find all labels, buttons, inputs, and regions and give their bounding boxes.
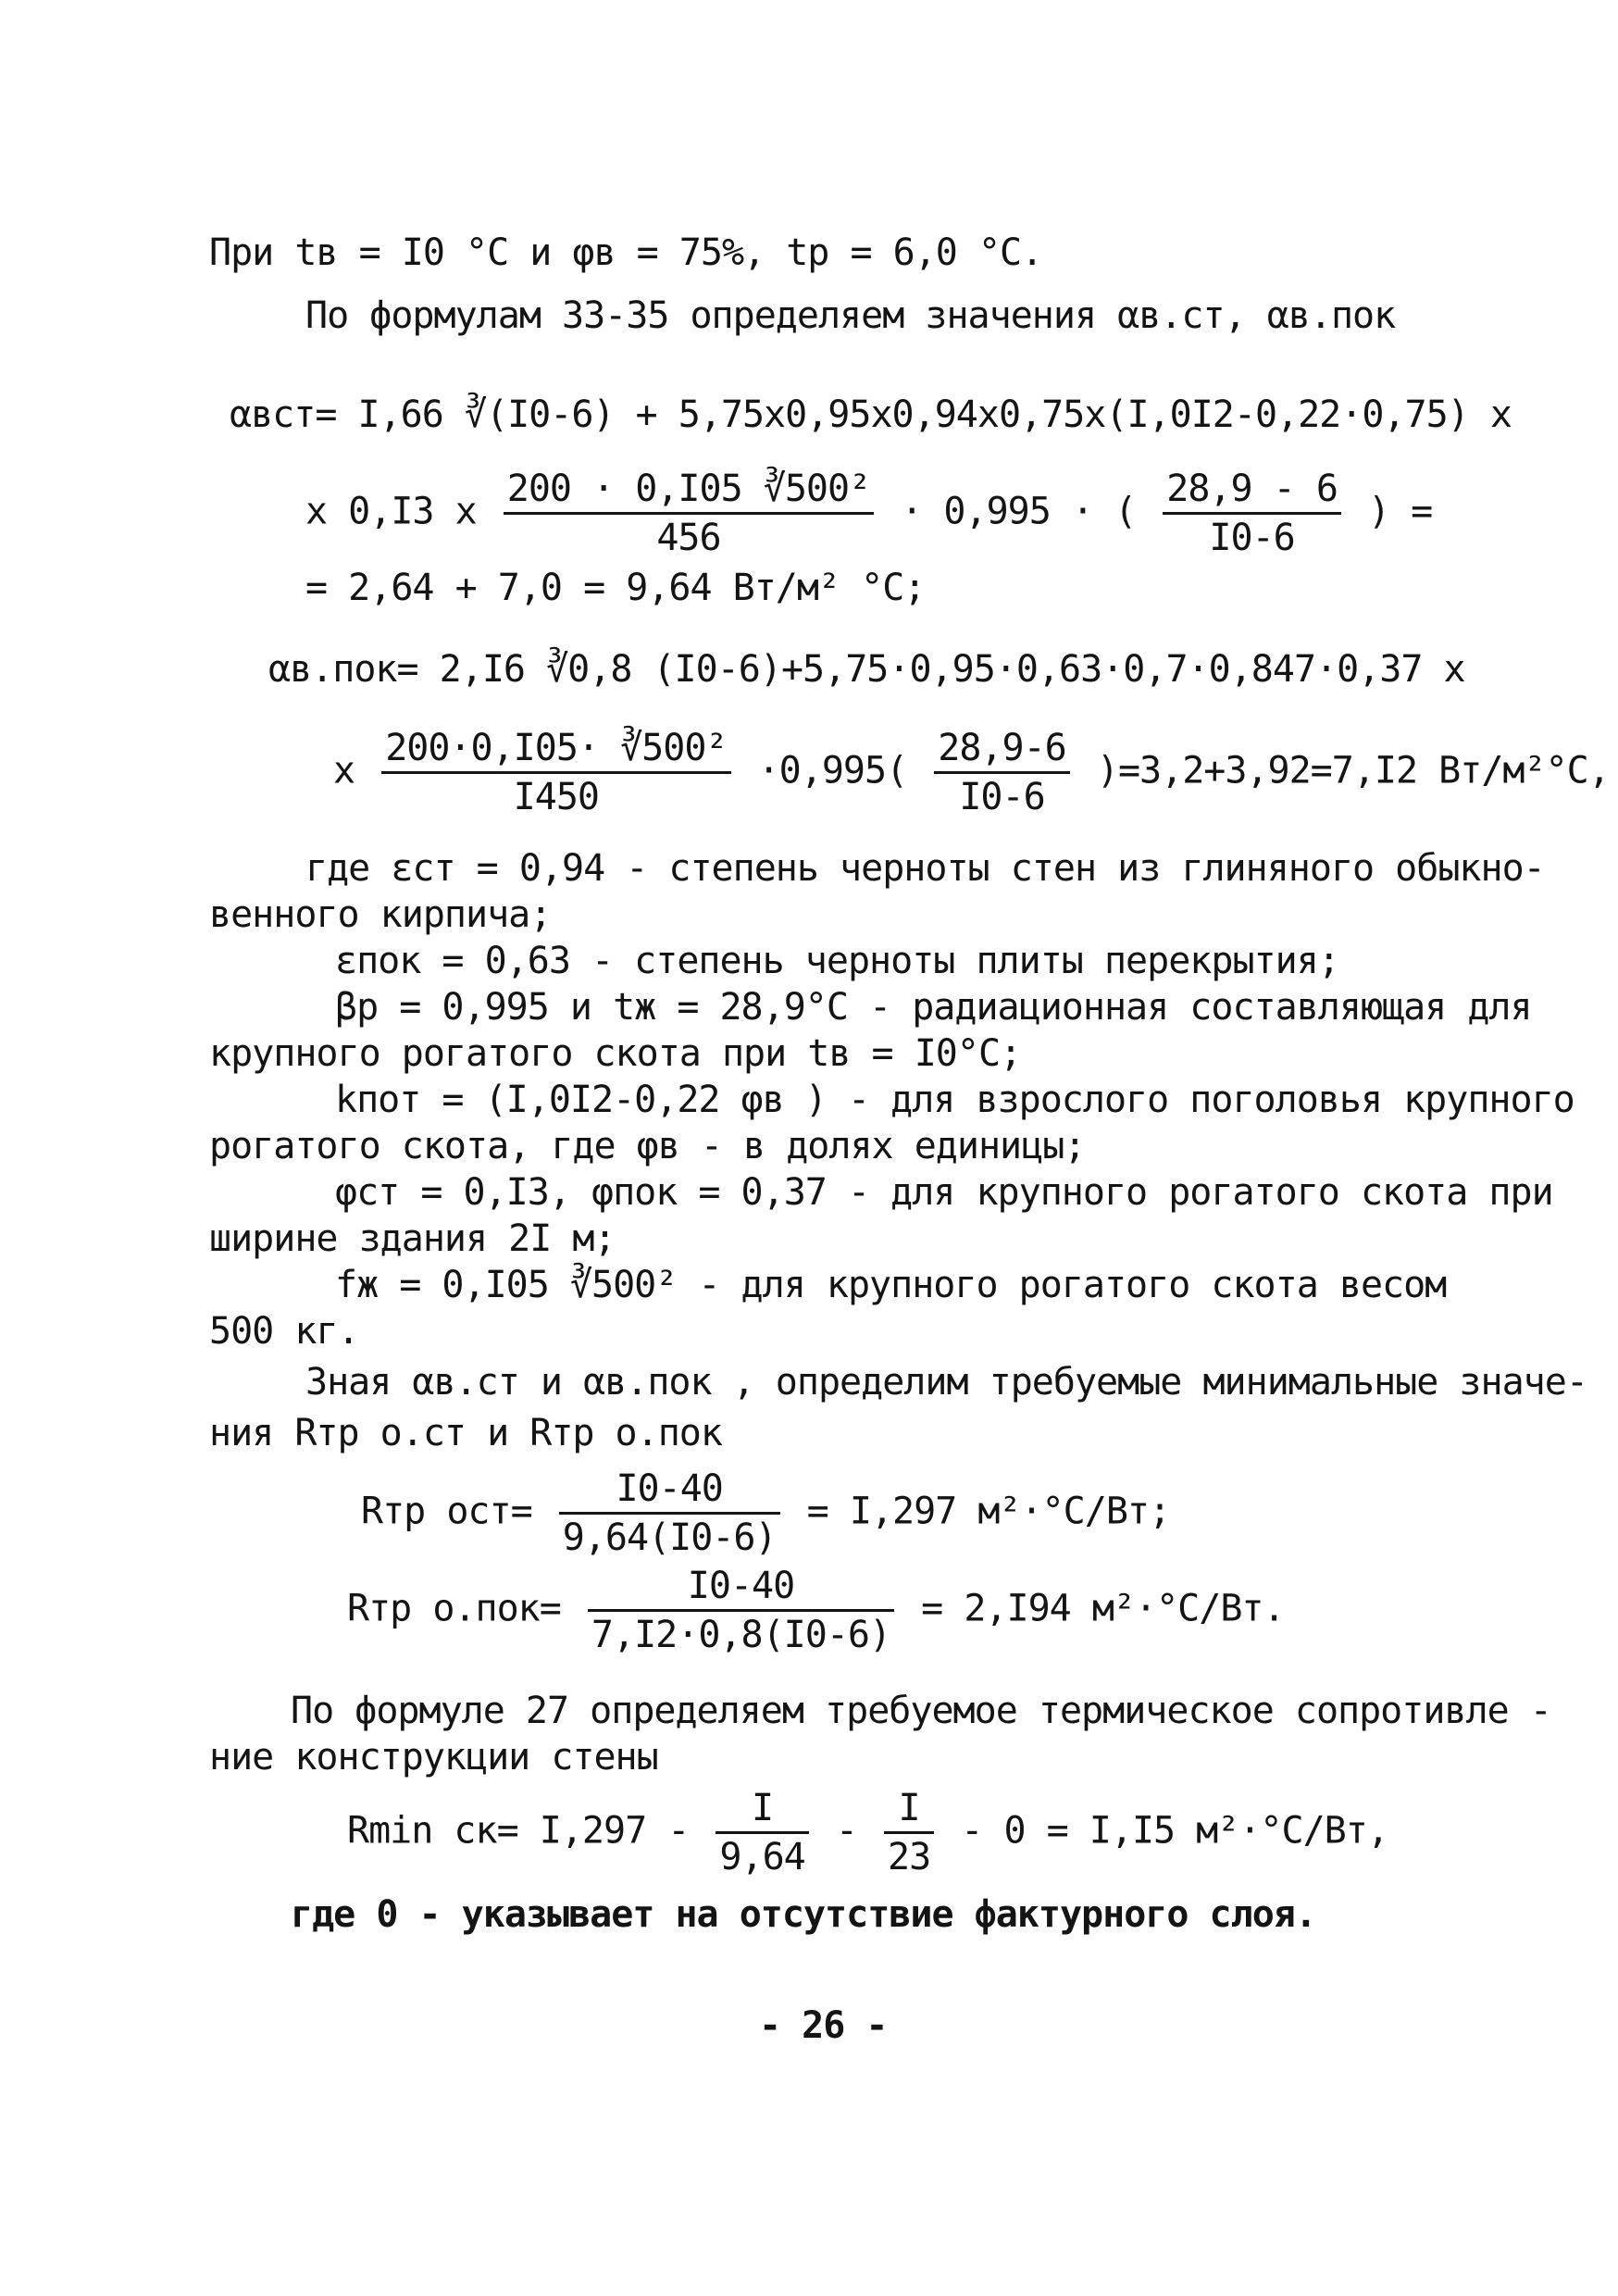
r-min-post: - 0 = I,I5 м²·°С/Вт, [961,1809,1388,1853]
alpha-vst-line-2-pre: x 0,I3 x [305,490,477,533]
explanation-7b: ния Rтр о.ст и Rтр о.пок [209,1412,722,1454]
alpha-vpok-line-2-pre: x [333,749,355,792]
paragraph-8b: ние конструкции стены [209,1736,658,1778]
r-wall-post: = I,297 м²·°С/Вт; [806,1490,1171,1533]
alpha-vpok-line-2 [333,727,1610,818]
explanation-6a: fж = 0,I05 ∛500² - для крупного рогатого скота весом [335,1264,1447,1306]
fraction-f4 [934,727,1070,818]
fraction-f8-numerator: I [884,1787,934,1834]
r-wall-formula [361,1467,1170,1559]
alpha-vst-line-2-post: ) = [1368,490,1433,533]
fraction-f5-denominator: 9,64(I0-6) [562,1516,777,1559]
alpha-vst-line-1: αвст= I,66 ∛(I0-6) + 5,75x0,95x0,94x0,75x(I,0I2-0,22·0,75) x [230,393,1512,436]
fraction-f3-denominator: I450 [513,776,599,818]
fraction-f2-denominator: I0-6 [1209,517,1295,559]
explanation-3a: βр = 0,995 и tж = 28,9°С - радиационная составляющая для [335,986,1532,1029]
explanation-6b: 500 кг. [209,1310,359,1353]
explanation-3b: крупного рогатого скота при tв = I0°С; [209,1032,1022,1075]
r-min-formula [347,1787,1388,1878]
r-min-mid: - [835,1809,857,1853]
page-number: - 26 - [759,2004,888,2047]
explanation-5a: φст = 0,I3, φпок = 0,37 - для крупного рогатого скота при [335,1171,1553,1214]
alpha-vpok-line-2-post: )=3,2+3,92=7,I2 Вт/м²°С, [1096,749,1610,792]
fraction-f3 [381,727,730,818]
fraction-f1-denominator: 456 [656,517,721,559]
alpha-vpok-line-2-mid: ·0,995( [757,749,908,792]
fraction-f6-numerator: I0-40 [588,1565,894,1612]
alpha-vst-line-3: = 2,64 + 7,0 = 9,64 Вт/м² °С; [305,567,926,609]
closing-note: где 0 - указывает на отсутствие фактурного слоя. [291,1893,1316,1936]
condition-line: При tв = I0 °C и φв = 75%, tр = 6,0 °C. [209,231,1043,274]
fraction-f7-numerator: I [716,1787,808,1834]
r-min-pre: Rmin ск= I,297 - [347,1809,690,1853]
fraction-f8 [884,1787,934,1878]
explanation-4a: kпот = (I,0I2-0,22 φв ) - для взрослого поголовья крупного [335,1079,1574,1121]
r-wall-pre: Rтр ост= [361,1490,532,1533]
alpha-vpok-line-1: αв.пок= 2,I6 ∛0,8 (I0-6)+5,75·0,95·0,63·0,7·0,847·0,37 x [268,648,1465,691]
explanation-5b: ширине здания 2I м; [209,1217,616,1260]
alpha-vst-line-2 [305,468,1432,559]
fraction-f5 [559,1467,780,1559]
fraction-f1 [504,468,874,559]
fraction-f2-numerator: 28,9 - 6 [1163,468,1341,515]
r-roof-pre: Rтр о.пок= [347,1587,561,1630]
explanation-1a: где εст = 0,94 - степень черноты стен из глиняного обыкно- [305,847,1545,890]
fraction-f3-numerator: 200·0,I05· ∛500² [381,727,730,774]
paragraph-8a: По формуле 27 определяем требуемое термическое сопротивле - [291,1690,1551,1732]
fraction-f4-numerator: 28,9-6 [934,727,1070,774]
fraction-f6 [588,1565,894,1656]
fraction-f6-denominator: 7,I2·0,8(I0-6) [591,1614,891,1656]
fraction-f4-denominator: I0-6 [959,776,1045,818]
r-roof-formula [347,1565,1285,1656]
fraction-f7-denominator: 9,64 [719,1836,805,1878]
explanation-4b: рогатого скота, где φв - в долях единицы; [209,1125,1086,1167]
fraction-f1-numerator: 200 · 0,I05 ∛500² [504,468,874,515]
formula-reference-line: По формулам 33-35 определяем значения αв.ст, αв.пок [305,294,1396,337]
explanation-2: εпок = 0,63 - степень черноты плиты перекрытия; [335,940,1339,982]
fraction-f8-denominator: 23 [888,1836,931,1878]
r-roof-post: = 2,I94 м²·°С/Вт. [921,1587,1285,1630]
fraction-f5-numerator: I0-40 [559,1467,780,1515]
fraction-f2 [1163,468,1341,559]
fraction-f7 [716,1787,808,1878]
alpha-vst-line-2-mid: · 0,995 · ( [901,490,1137,533]
explanation-7a: Зная αв.ст и αв.пок , определим требуемые минимальные значе- [305,1361,1587,1404]
explanation-1b: венного кирпича; [209,893,552,936]
